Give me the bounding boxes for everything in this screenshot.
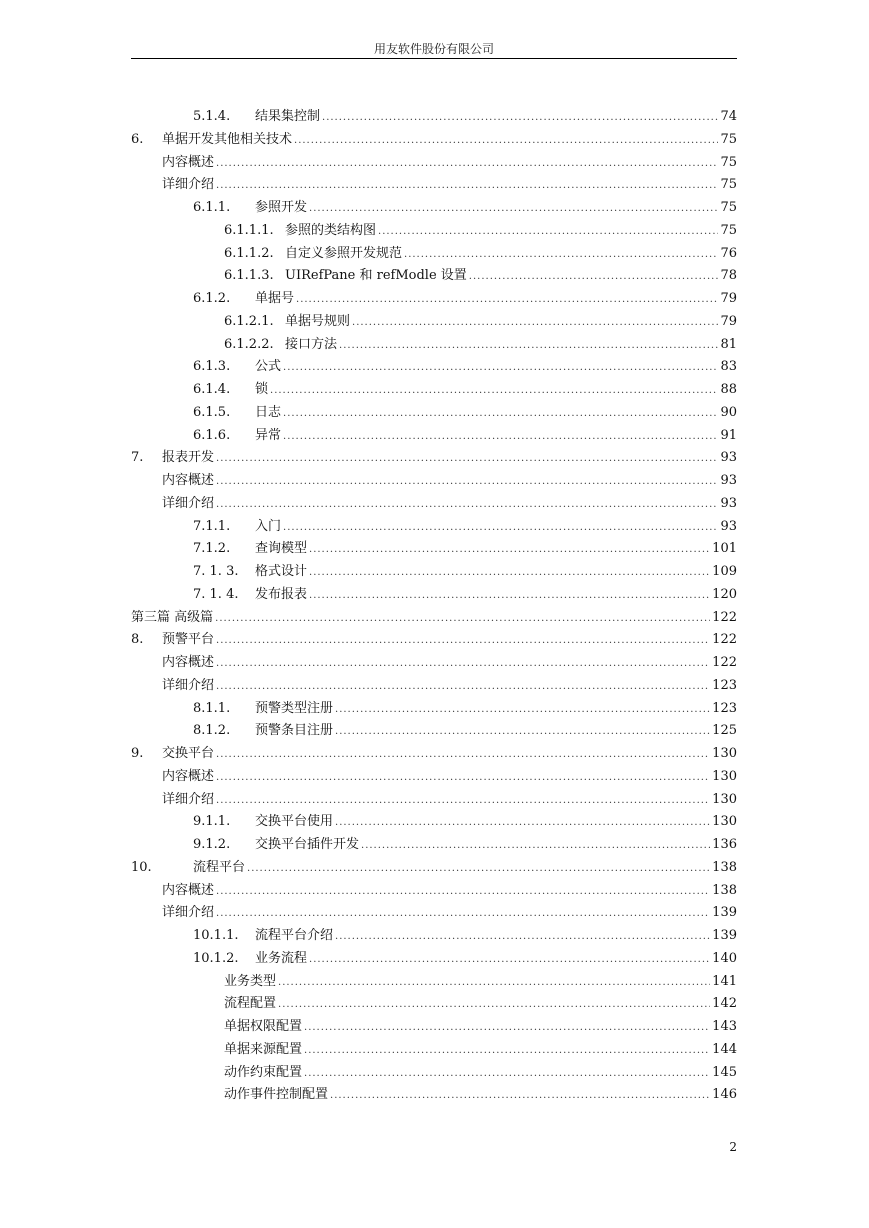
toc-entry[interactable]	[131, 243, 737, 266]
toc-entry-title: 内容概述	[162, 655, 215, 670]
header-rule	[131, 58, 737, 59]
toc-entry-title: 内容概述	[162, 154, 215, 170]
toc-entry-title: 业务类型	[224, 973, 277, 989]
dot-leader	[216, 653, 710, 676]
toc-entry[interactable]	[131, 766, 737, 789]
toc-entry-page: 93	[720, 495, 737, 511]
toc-entry-title: 动作约束配置	[224, 1064, 303, 1080]
toc-entry-number: 8.	[131, 632, 144, 648]
toc-entry-title: 参照的类结构图	[285, 222, 377, 238]
toc-entry[interactable]	[131, 174, 737, 197]
toc-entry-page: 130	[712, 746, 737, 761]
toc-entry[interactable]	[131, 379, 737, 402]
toc-entry-page: 88	[720, 382, 737, 397]
toc-entry[interactable]	[131, 197, 737, 220]
dot-leader	[322, 107, 718, 130]
toc-entry-page: 75	[720, 222, 737, 238]
toc-entry[interactable]	[131, 948, 737, 971]
toc-entry-page: 101	[712, 541, 737, 557]
toc-entry-page: 75	[720, 177, 737, 193]
dot-leader	[216, 881, 710, 904]
dot-leader	[216, 448, 718, 471]
dot-leader	[335, 926, 710, 949]
toc-entry[interactable]	[131, 652, 737, 675]
toc-entry-page: 123	[712, 677, 737, 693]
toc-entry-title: 交换平台插件开发	[255, 837, 360, 852]
dot-leader	[278, 972, 710, 995]
toc-entry[interactable]	[131, 743, 737, 766]
dot-leader	[309, 198, 718, 221]
toc-entry[interactable]	[131, 629, 737, 652]
toc-entry[interactable]	[131, 1062, 737, 1085]
toc-entry[interactable]	[131, 493, 737, 516]
toc-entry-title: 参照开发	[255, 200, 308, 215]
toc-entry-title: 报表开发	[162, 450, 215, 466]
toc-entry[interactable]	[131, 288, 737, 311]
toc-entry-title: 详细介绍	[162, 791, 215, 807]
toc-entry-number: 6.	[131, 131, 144, 147]
dot-leader	[339, 335, 718, 358]
toc-entry[interactable]	[131, 880, 737, 903]
toc-entry-number: 6.1.1.3.	[224, 268, 274, 284]
toc-entry[interactable]	[131, 516, 737, 539]
toc-entry-title: 预警类型注册	[255, 700, 334, 716]
toc-entry-title: 单据开发其他相关技术	[162, 131, 293, 147]
toc-entry-page: 130	[712, 768, 737, 784]
toc-entry[interactable]	[131, 971, 737, 994]
toc-entry-page: 146	[712, 1087, 737, 1103]
toc-entry-title: UIRefPane 和 refModle 设置	[285, 268, 467, 284]
toc-entry-number: 6.1.1.	[193, 200, 231, 215]
dot-leader	[335, 699, 710, 722]
page-header: 用友软件股份有限公司	[373, 42, 494, 56]
toc-entry-title: 流程平台	[193, 859, 246, 875]
dot-leader	[330, 1085, 710, 1108]
toc-entry-page: 141	[712, 973, 737, 989]
toc-entry[interactable]	[131, 584, 737, 607]
dot-leader	[304, 1063, 710, 1086]
toc-entry-page: 90	[720, 404, 737, 420]
toc-entry[interactable]	[131, 538, 737, 561]
toc-entry-page: 123	[712, 700, 737, 716]
toc-entry-number: 6.1.3.	[193, 359, 231, 375]
dot-leader	[283, 357, 718, 380]
dot-leader	[361, 835, 710, 858]
toc-entry-number: 6.1.4.	[193, 382, 231, 397]
toc-entry-title: 内容概述	[162, 473, 215, 488]
toc-entry-page: 81	[720, 336, 737, 352]
toc-entry-page: 78	[720, 268, 737, 284]
dot-leader	[283, 426, 718, 449]
toc-entry-title: 入门	[255, 518, 282, 534]
dot-leader	[335, 721, 710, 744]
toc-entry[interactable]	[131, 607, 737, 630]
toc-entry-title: 日志	[255, 404, 282, 420]
toc-entry-number: 7.1.2.	[193, 541, 231, 557]
toc-entry-number: 6.1.2.1.	[224, 313, 274, 329]
toc-entry-page: 139	[712, 905, 737, 921]
toc-entry-title: 单据号	[255, 291, 295, 306]
dot-leader	[216, 744, 710, 767]
toc-entry-title: 异常	[255, 427, 282, 443]
dot-leader	[216, 903, 710, 926]
toc-entry-page: 93	[720, 518, 737, 534]
toc-entry-number: 7.	[131, 450, 144, 466]
toc-entry-page: 144	[712, 1041, 737, 1057]
toc-entry-title: 接口方法	[285, 336, 338, 352]
toc-entry-number: 7.1.1.	[193, 518, 231, 534]
dot-leader	[216, 767, 710, 790]
toc-entry[interactable]	[131, 1084, 737, 1107]
toc-entry-title: 内容概述	[162, 882, 215, 898]
toc-entry-title: 流程配置	[224, 996, 277, 1012]
dot-leader	[215, 608, 710, 631]
toc-entry[interactable]	[131, 447, 737, 470]
toc-entry[interactable]	[131, 1016, 737, 1039]
toc-entry-number: 7. 1. 4.	[193, 586, 239, 602]
toc-entry-page: 76	[720, 245, 737, 261]
toc-entry-page: 74	[720, 109, 737, 124]
dot-leader	[278, 994, 710, 1017]
toc-entry-page: 125	[712, 723, 737, 739]
toc-entry[interactable]	[131, 311, 737, 334]
toc-entry-number: 7. 1. 3.	[193, 564, 239, 579]
toc-entry-page: 136	[712, 837, 737, 852]
toc-entry-title: 自定义参照开发规范	[285, 245, 403, 261]
toc-entry-title: 第三篇 高级篇	[131, 609, 214, 625]
toc-entry-title: 锁	[255, 382, 269, 397]
dot-leader	[304, 1017, 710, 1040]
toc-entry-page: 93	[720, 473, 737, 488]
toc-entry[interactable]	[131, 334, 737, 357]
dot-leader	[378, 221, 718, 244]
dot-leader	[216, 175, 718, 198]
dot-leader	[294, 130, 718, 153]
toc-entry-page: 79	[720, 313, 737, 329]
toc-entry[interactable]	[131, 857, 737, 880]
toc-entry-page: 140	[712, 950, 737, 966]
dot-leader	[469, 266, 719, 289]
dot-leader	[283, 517, 718, 540]
toc-entry-number: 6.1.2.	[193, 291, 231, 306]
toc-entry[interactable]	[131, 675, 737, 698]
dot-leader	[296, 289, 718, 312]
toc-entry-page: 93	[720, 450, 737, 466]
dot-leader	[404, 244, 718, 267]
toc-entry-page: 109	[712, 564, 737, 579]
toc-entry-title: 单据号规则	[285, 313, 351, 329]
toc-entry[interactable]	[131, 402, 737, 425]
toc-entry[interactable]	[131, 925, 737, 948]
toc-entry-page: 139	[712, 928, 737, 943]
toc-entry-title: 结果集控制	[255, 109, 321, 124]
toc-entry-title: 公式	[255, 359, 282, 375]
toc-entry-title: 动作事件控制配置	[224, 1087, 329, 1103]
dot-leader	[216, 153, 718, 176]
toc-entry[interactable]	[131, 470, 737, 493]
toc-entry-page: 138	[712, 859, 737, 875]
toc-entry-page: 138	[712, 882, 737, 898]
toc-entry-page: 83	[720, 359, 737, 375]
toc-entry[interactable]	[131, 356, 737, 379]
toc-entry-title: 预警平台	[162, 632, 215, 648]
toc-entry-page: 75	[720, 131, 737, 147]
toc-entry-number: 9.1.2.	[193, 837, 231, 852]
toc-entry-title: 交换平台使用	[255, 814, 334, 830]
dot-leader	[216, 494, 718, 517]
toc-entry-title: 详细介绍	[162, 495, 215, 511]
toc-entry-page: 122	[712, 609, 737, 625]
toc-entry-title: 交换平台	[162, 746, 215, 761]
toc-entry[interactable]	[131, 811, 737, 834]
toc-entry-title: 详细介绍	[162, 677, 215, 693]
toc-entry-number: 9.	[131, 746, 144, 761]
toc-entry-title: 业务流程	[255, 950, 308, 966]
toc-entry-title: 预警条目注册	[255, 723, 334, 739]
dot-leader	[309, 539, 710, 562]
toc-entry[interactable]	[131, 720, 737, 743]
toc-entry[interactable]	[131, 106, 737, 129]
dot-leader	[352, 312, 718, 335]
toc-entry[interactable]	[131, 993, 737, 1016]
dot-leader	[335, 812, 710, 835]
toc-entry-title: 流程平台介绍	[255, 928, 334, 943]
toc-entry-number: 6.1.5.	[193, 404, 231, 420]
page-number: 2	[729, 1140, 737, 1154]
toc-entry-number: 8.1.1.	[193, 700, 231, 716]
toc-entry-page: 75	[720, 154, 737, 170]
toc-entry[interactable]	[131, 129, 737, 152]
toc-entry-number: 6.1.1.2.	[224, 245, 274, 261]
dot-leader	[216, 676, 710, 699]
toc-entry[interactable]	[131, 834, 737, 857]
toc-entry-title: 单据来源配置	[224, 1041, 303, 1057]
toc-entry-title: 详细介绍	[162, 905, 215, 921]
dot-leader	[309, 585, 710, 608]
dot-leader	[216, 471, 718, 494]
toc-entry-page: 122	[712, 632, 737, 648]
dot-leader	[283, 403, 718, 426]
toc-entry-page: 79	[720, 291, 737, 306]
toc-entry-page: 75	[720, 200, 737, 215]
toc-entry-title: 查询模型	[255, 541, 308, 557]
table-of-contents	[131, 106, 737, 1107]
toc-entry-title: 内容概述	[162, 768, 215, 784]
toc-entry-title: 发布报表	[255, 586, 308, 602]
dot-leader	[247, 858, 710, 881]
dot-leader	[309, 562, 710, 585]
dot-leader	[216, 790, 710, 813]
toc-entry[interactable]	[131, 561, 737, 584]
toc-entry-title: 格式设计	[255, 564, 308, 579]
toc-entry-number: 10.1.1.	[193, 928, 239, 943]
toc-entry-page: 130	[712, 791, 737, 807]
toc-entry-page: 122	[712, 655, 737, 670]
toc-entry[interactable]	[131, 425, 737, 448]
toc-entry[interactable]	[131, 698, 737, 721]
toc-entry-page: 143	[712, 1019, 737, 1034]
toc-entry-page: 120	[712, 586, 737, 602]
toc-entry[interactable]	[131, 789, 737, 812]
toc-entry-title: 单据权限配置	[224, 1019, 303, 1034]
dot-leader	[304, 1040, 710, 1063]
toc-entry-number: 5.1.4.	[193, 109, 231, 124]
toc-entry[interactable]	[131, 152, 737, 175]
toc-entry-number: 10.	[131, 859, 152, 875]
toc-entry-page: 130	[712, 814, 737, 830]
toc-entry-number: 6.1.6.	[193, 427, 231, 443]
toc-entry-number: 6.1.1.1.	[224, 222, 274, 238]
toc-entry-page: 91	[720, 427, 737, 443]
dot-leader	[270, 380, 718, 403]
toc-entry-number: 6.1.2.2.	[224, 336, 274, 352]
toc-entry[interactable]	[131, 1039, 737, 1062]
toc-entry[interactable]	[131, 220, 737, 243]
toc-entry[interactable]	[131, 265, 737, 288]
toc-entry-title: 详细介绍	[162, 177, 215, 193]
dot-leader	[309, 949, 710, 972]
toc-entry[interactable]	[131, 902, 737, 925]
toc-entry-number: 10.1.2.	[193, 950, 239, 966]
toc-entry-number: 9.1.1.	[193, 814, 231, 830]
dot-leader	[216, 630, 710, 653]
toc-entry-page: 145	[712, 1064, 737, 1080]
toc-entry-page: 142	[712, 996, 737, 1012]
toc-entry-number: 8.1.2.	[193, 723, 231, 739]
